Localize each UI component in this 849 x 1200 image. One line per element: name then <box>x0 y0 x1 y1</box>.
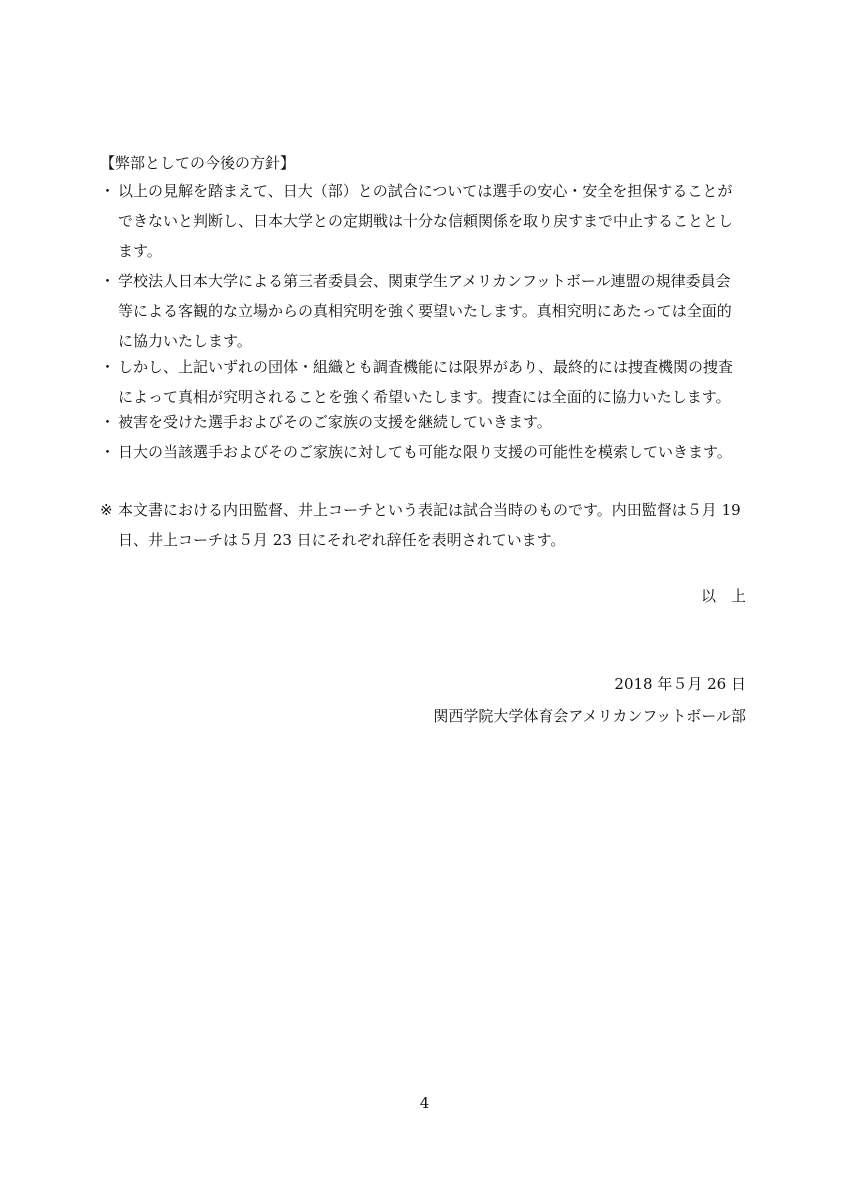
bullet-mark: ・ <box>100 443 116 461</box>
bullet-mark: ・ <box>100 358 116 376</box>
policy-item-2-line-2: 等による客観的な立場からの真相究明を強く要望いたします。真相究明にあたっては全面的 <box>118 302 732 320</box>
bullet-mark: ・ <box>100 182 116 200</box>
issuing-organization: 関西学院大学体育会アメリカンフットボール部 <box>433 707 746 725</box>
policy-item-3-line-2: によって真相が究明されることを強く希望いたします。捜査には全面的に協力いたします。 <box>118 388 731 406</box>
bullet-mark: ・ <box>100 272 116 290</box>
policy-item-5-line-1: 日大の当該選手およびそのご家族に対しても可能な限り支援の可能性を模索していきます。 <box>118 443 732 461</box>
policy-item-1-line-3: ます。 <box>118 242 162 260</box>
policy-item-2-line-1: 学校法人日本大学による第三者委員会、関東学生アメリカンフットボール連盟の規律委員会 <box>118 272 731 290</box>
bullet-mark: ・ <box>100 413 116 431</box>
note-line-2: 日、井上コーチは５月 23 日にそれぞれ辞任を表明されています。 <box>118 531 566 549</box>
policy-item-1-line-2: できないと判断し、日本大学との定期戦は十分な信頼関係を取り戻すまで中止することとし <box>118 212 734 230</box>
page-number: 4 <box>419 1094 430 1112</box>
closing-mark: 以 上 <box>700 587 746 605</box>
policy-item-2-line-3: に協力いたします。 <box>118 332 252 350</box>
policy-item-1-line-1: 以上の見解を踏まえて、日大（部）との試合については選手の安心・安全を担保することが <box>118 182 733 200</box>
policy-item-3-line-1: しかし、上記いずれの団体・組織とも調査機能には限界があり、最終的には捜査機関の捜査 <box>118 358 734 376</box>
section-heading: 【弊部としての今後の方針】 <box>100 154 296 172</box>
note-mark: ※ <box>100 501 113 519</box>
policy-item-4-line-1: 被害を受けた選手およびそのご家族の支援を継続していきます。 <box>118 413 552 431</box>
document-date: 2018 年５月 26 日 <box>614 675 746 693</box>
note-line-1: 本文書における内田監督、井上コーチという表記は試合当時のものです。内田監督は５月 19 <box>118 501 741 519</box>
